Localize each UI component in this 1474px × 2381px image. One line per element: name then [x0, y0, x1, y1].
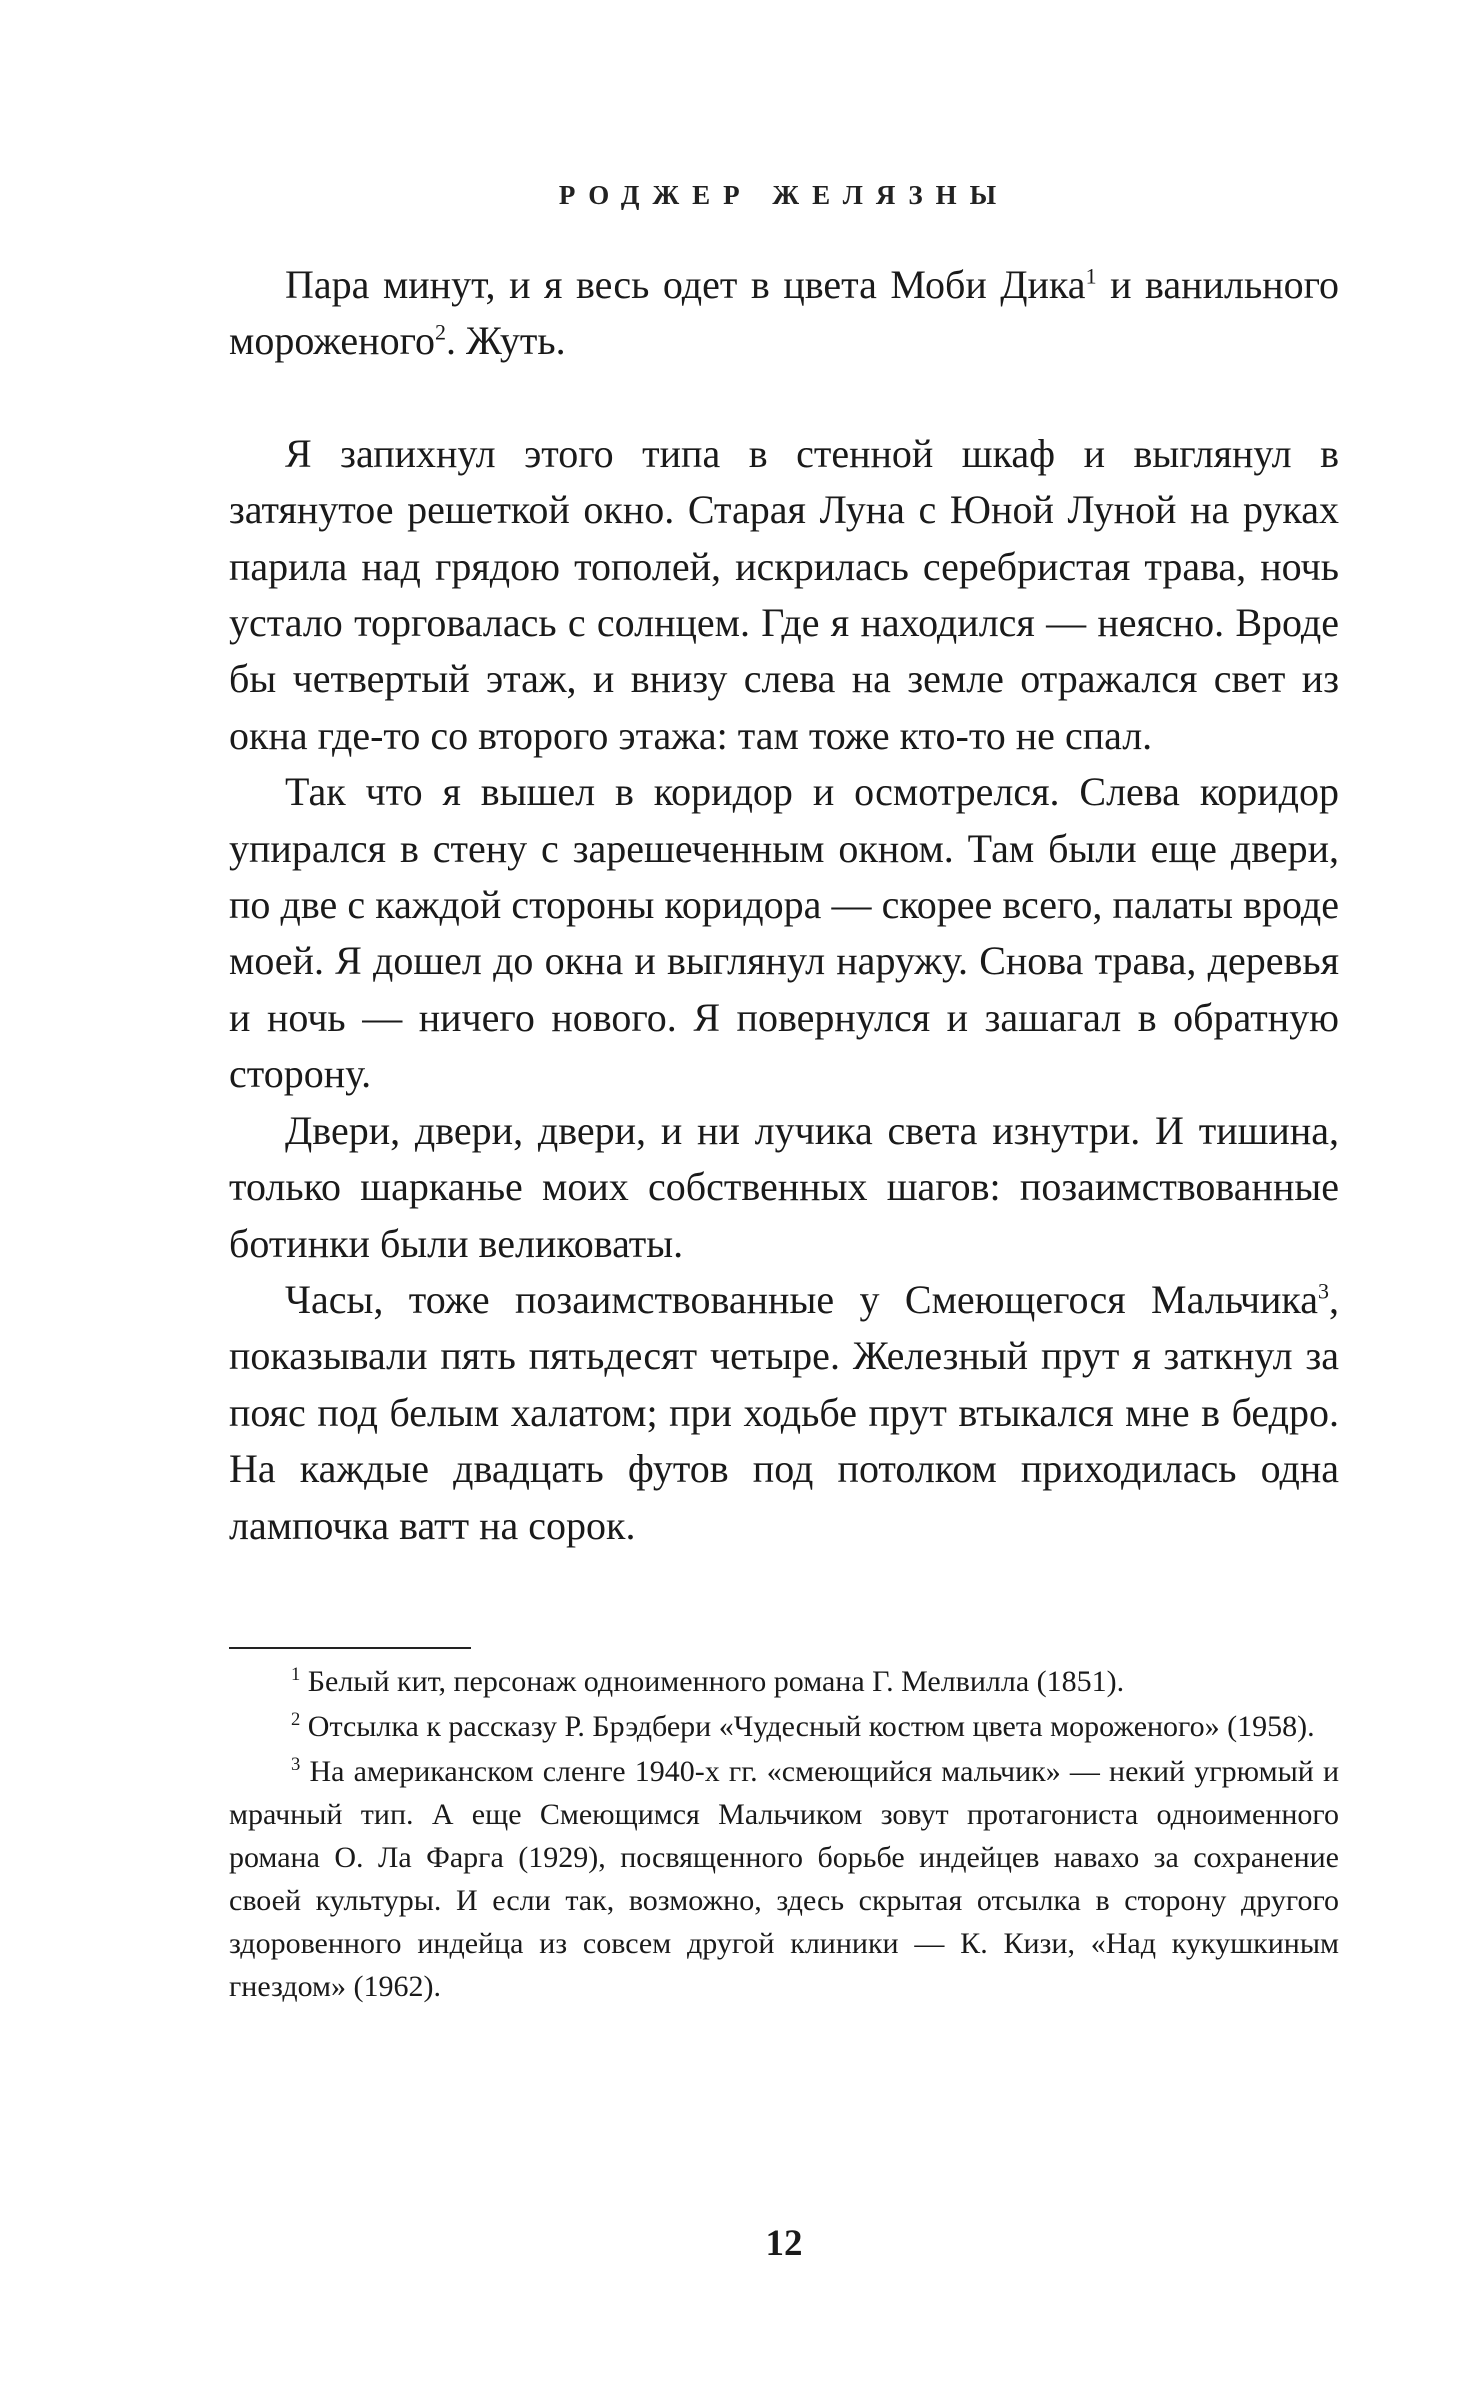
footnote-mark: 1: [291, 1664, 301, 1685]
footnote-text: На американском сленге 1940-х гг. «смеющийся мальчик» — некий угрюмый и мрачный тип. А еще Смеющимся Мальчиком зовут протагониста одноименного романа О. Ла Фарга (1929), посвященного борьбе индейцев навахо за сохранение своей культуры. И если так, возможно, здесь скрытая отсылка в сторону другого здоровенного индейца из совсем другой клиники — К. Кизи, «Над кукушкиным гнездом» (1962).: [229, 1755, 1339, 2003]
main-text: [229, 257, 1339, 1554]
paragraph-5: Часы, тоже позаимствованные у Смеющегося Мальчика$^3$, показывали пять пятьдесят четыре. Железный прут я заткнул за пояс под белым халатом; при ходьбе прут втыкался мне в бедро. На каждые двадцать футов под потолком приходилась одна лампочка ватт на сорок.: [229, 1276, 1339, 1548]
footnote-3: [229, 1750, 1339, 2008]
footnote-ref-1: 1: [1085, 263, 1097, 289]
paragraph-1: Пара минут, и я весь одет в цвета Моби Дика$^1$ и ванильного мороженого$^2$. Жуть.: [229, 262, 1340, 364]
footnote-2: [229, 1705, 1339, 1748]
footnote-text: Белый кит, персонаж одноименного романа Г. Мелвилла (1851).: [307, 1665, 1125, 1698]
footnote-ref-2: 2: [435, 320, 446, 346]
footnote-divider: [229, 1647, 471, 1649]
footnote-ref-3: 3: [1318, 1278, 1329, 1304]
page-number: 12: [765, 2223, 803, 2264]
footnote-mark: 3: [291, 1754, 301, 1775]
paragraph-3: Так что я вышел в коридор и осмотрелся. Слева коридор упирался в стену с зарешеченным окном. Там были еще двери, по две с каждой стороны коридора — скорее всего, палаты вроде моей. Я дошел до окна и выглянул наружу. Снова трава, деревья и ночь — ничего нового. Я повернулся и зашагал в обратную сторону.: [229, 769, 1339, 1097]
footnote-mark: 2: [291, 1709, 301, 1730]
footnotes: [229, 1660, 1339, 2010]
paragraph-2: Я запихнул этого типа в стенной шкаф и выглянул в затянутое решеткой окно. Старая Луна с Юной Луной на руках парила над грядою тополей, искрилась серебристая трава, ночь устало торговалась с солнцем. Где я находился — неясно. Вроде бы четвертый этаж, и внизу слева на земле отражался свет из окна где-то со второго этажа: там тоже кто-то не спал.: [229, 430, 1339, 758]
running-title: РОДЖЕР ЖЕЛЯЗНЫ: [558, 180, 1010, 210]
paragraph-4: Двери, двери, двери, и ни лучика света изнутри. И тишина, только шарканье моих собственных шагов: позаимствованные ботинки были великоваты.: [229, 1107, 1339, 1266]
footnote-text: Отсылка к рассказу Р. Брэдбери «Чудесный костюм цвета мороженого» (1958).: [307, 1710, 1315, 1743]
footnote-1: [229, 1660, 1339, 1703]
